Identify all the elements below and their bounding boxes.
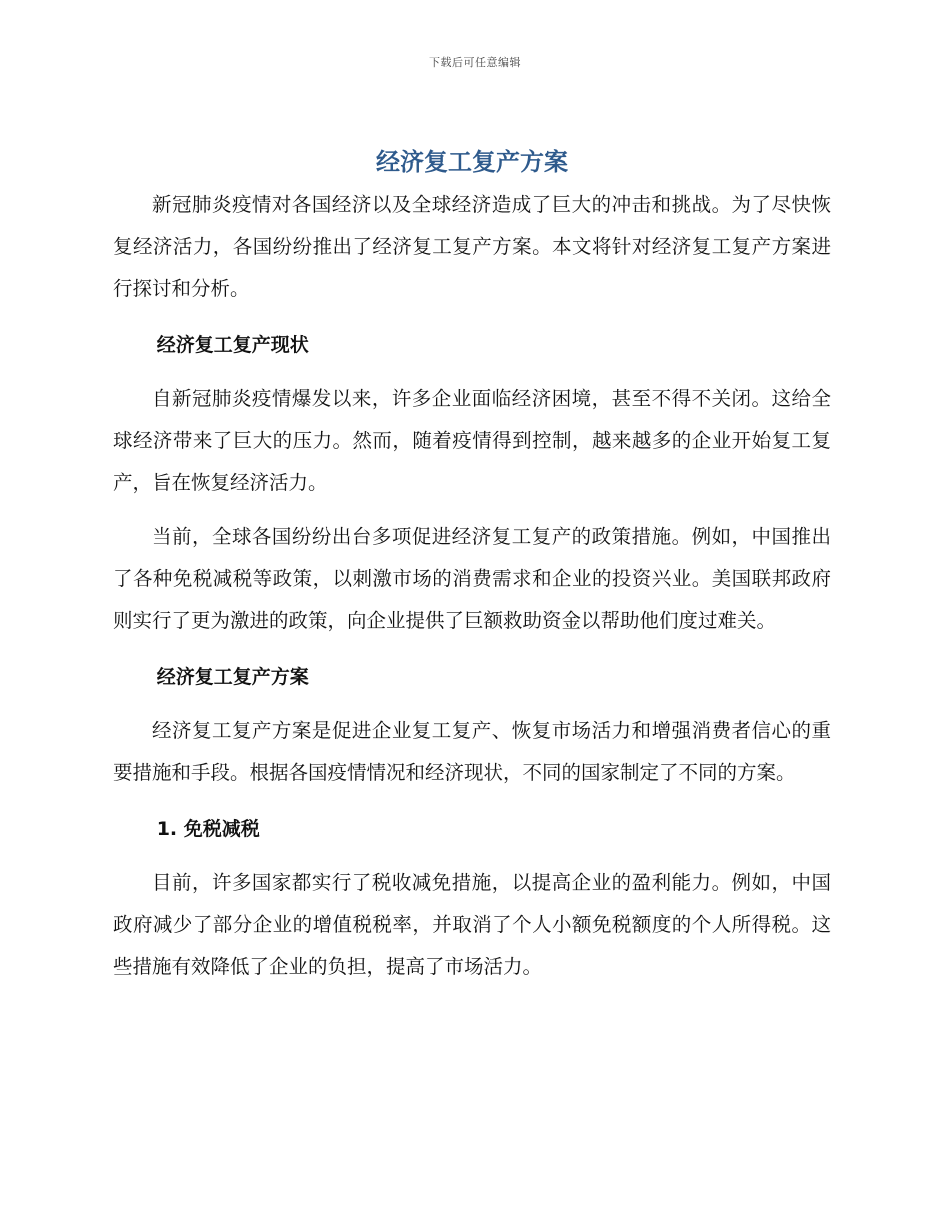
status-paragraph-1: 自新冠肺炎疫情爆发以来，许多企业面临经济困境，甚至不得不关闭。这给全球经济带来了巨大的压力。然而，随着疫情得到控制，越来越多的企业开始复工复产，旨在恢复经济活力。 [113, 387, 831, 494]
section-heading-plan: 经济复工复产方案 [156, 666, 309, 688]
plan-paragraph-1: 经济复工复产方案是促进企业复工复产、恢复市场活力和增强消费者信心的重要措施和手段。根据各国疫情情况和经济现状，不同的国家制定了不同的方案。 [113, 719, 831, 784]
document-title: 经济复工复产方案 [376, 148, 568, 176]
status-paragraph-2: 当前，全球各国纷纷出台多项促进经济复工复产的政策措施。例如，中国推出了各种免税减税等政策，以刺激市场的消费需求和企业的投资兴业。美国联邦政府则实行了更为激进的政策，向企业提供了巨额救助资金以帮助他们度过难关。 [113, 525, 831, 632]
intro-paragraph: 新冠肺炎疫情对各国经济以及全球经济造成了巨大的冲击和挑战。为了尽快恢复经济活力，各国纷纷推出了经济复工复产方案。本文将针对经济复工复产方案进行探讨和分析。 [113, 193, 831, 300]
section-heading-status: 经济复工复产现状 [156, 334, 309, 356]
section-heading-tax-relief: 1. 免税减税 [156, 818, 260, 840]
document-body [113, 140, 831, 988]
header-note: 下载后可任意编辑 [429, 56, 521, 69]
tax-relief-paragraph-1: 目前，许多国家都实行了税收减免措施，以提高企业的盈利能力。例如，中国政府减少了部分企业的增值税税率，并取消了个人小额免税额度的个人所得税。这些措施有效降低了企业的负担，提高了市场活力。 [113, 871, 831, 978]
